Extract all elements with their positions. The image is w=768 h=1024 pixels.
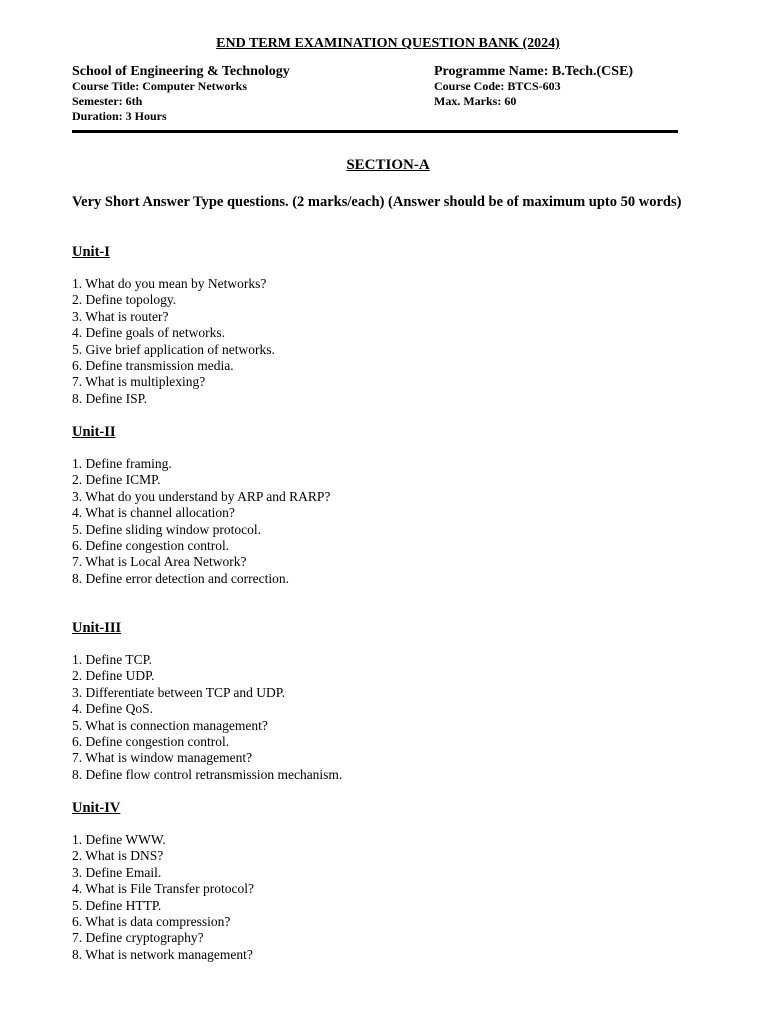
question-list (72, 276, 275, 407)
programme-name: Programme Name: B.Tech.(CSE) (434, 64, 634, 79)
question-item: 5. Define HTTP. (72, 897, 162, 913)
section-title: SECTION-A (346, 157, 430, 173)
question-item: 2. Define ICMP. (72, 472, 161, 488)
question-item: 5. What is connection management? (72, 717, 268, 733)
question-item: 2. Define topology. (72, 292, 177, 308)
section-instructions: Very Short Answer Type questions. (2 marks/each) (Answer should be of maximum upto 50 words) (72, 194, 682, 210)
question-item: 6. Define transmission media. (72, 358, 234, 374)
question-list (72, 456, 330, 587)
course-title: Course Title: Computer Networks (72, 79, 247, 93)
header-right-block (434, 64, 633, 109)
unit-heading: Unit-III (72, 620, 122, 636)
unit-heading: Unit-IV (72, 800, 121, 816)
unit-heading: Unit-I (72, 244, 110, 260)
header-divider (72, 130, 678, 133)
question-item: 8. Define ISP. (72, 390, 147, 406)
question-item: 2. What is DNS? (72, 848, 164, 864)
question-item: 1. What do you mean by Networks? (72, 276, 267, 291)
question-item: 4. What is channel allocation? (72, 505, 235, 521)
question-list (72, 652, 342, 783)
question-item: 7. What is window management? (72, 750, 253, 766)
question-item: 8. What is network management? (72, 946, 253, 962)
question-item: 5. Define sliding window protocol. (72, 521, 261, 537)
question-item: 7. What is Local Area Network? (72, 554, 247, 570)
duration: Duration: 3 Hours (72, 109, 167, 123)
max-marks: Max. Marks: 60 (434, 94, 517, 108)
question-list (72, 832, 254, 963)
question-item: 7. Define cryptography? (72, 930, 204, 946)
question-item: 4. Define goals of networks. (72, 325, 225, 341)
unit-heading: Unit-II (72, 424, 116, 440)
question-item: 2. Define UDP. (72, 668, 155, 684)
question-item: 4. What is File Transfer protocol? (72, 881, 254, 897)
question-item: 5. Give brief application of networks. (72, 341, 275, 357)
header-left-block (72, 64, 290, 124)
school-name: School of Engineering & Technology (72, 64, 290, 79)
question-item: 6. What is data compression? (72, 914, 231, 930)
question-item: 8. Define flow control retransmission mechanism. (72, 766, 343, 782)
document-title: END TERM EXAMINATION QUESTION BANK (2024) (216, 36, 560, 51)
course-code: Course Code: BTCS-603 (434, 79, 561, 93)
semester: Semester: 6th (72, 94, 143, 108)
question-item: 1. Define TCP. (72, 652, 152, 667)
question-item: 6. Define congestion control. (72, 734, 230, 750)
question-item: 3. What is router? (72, 308, 169, 324)
question-item: 1. Define WWW. (72, 832, 166, 847)
question-item: 3. Define Email. (72, 864, 162, 880)
question-item: 4. Define QoS. (72, 701, 153, 717)
question-item: 3. What do you understand by ARP and RARP? (72, 488, 331, 504)
question-item: 7. What is multiplexing? (72, 374, 206, 390)
question-item: 6. Define congestion control. (72, 538, 230, 554)
question-item: 3. Differentiate between TCP and UDP. (72, 684, 286, 700)
question-item: 1. Define framing. (72, 456, 172, 471)
question-item: 8. Define error detection and correction. (72, 570, 290, 586)
